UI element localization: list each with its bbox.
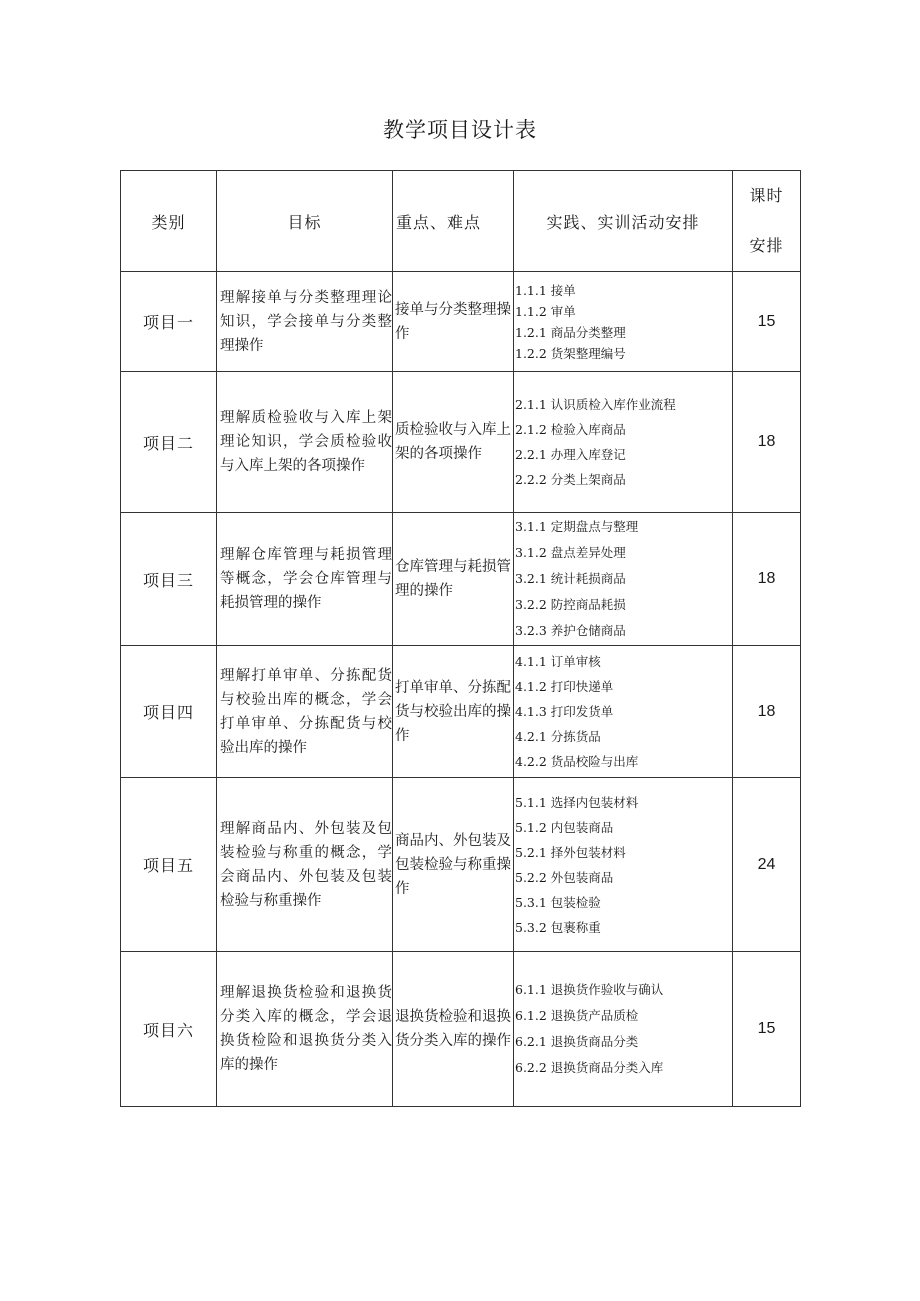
activity-item: 4.1.2 打印快递单	[515, 679, 614, 694]
activity-item: 5.3.2 包裹称重	[515, 919, 601, 935]
row-hours: 18	[733, 513, 801, 646]
table-header-row	[121, 171, 801, 272]
row-activities	[514, 372, 733, 513]
activity-item: 4.1.1 订单审核	[515, 654, 601, 669]
activity-item: 2.2.2 分类上架商品	[515, 472, 626, 487]
row-goal: 理解质检验收与入库上架理论知识，学会质检验收与入库上架的各项操作	[217, 372, 393, 513]
activity-item: 6.1.1 退换货作验收与确认	[515, 982, 664, 997]
activity-item: 6.2.2 退换货商品分类入库	[515, 1060, 664, 1075]
row-hours: 15	[733, 272, 801, 372]
activity-item: 3.1.1 定期盘点与整理	[515, 519, 639, 534]
row-goal: 理解打单审单、分拣配货与校验出库的概念，学会打单审单、分拣配货与校验出库的操作	[217, 646, 393, 778]
row-key: 商品内、外包装及包装检验与称重操作	[393, 778, 514, 952]
activity-item: 2.1.2 检验入库商品	[515, 422, 626, 437]
header-hours-line2: 安排	[749, 236, 784, 255]
header-hours	[733, 171, 801, 272]
row-category: 项目二	[121, 372, 217, 513]
activity-item: 5.1.2 内包装商品	[515, 819, 614, 835]
activity-item: 4.2.1 分拣货品	[515, 729, 601, 744]
row-category: 项目四	[121, 646, 217, 778]
row-hours: 15	[733, 952, 801, 1107]
activity-item: 1.1.2 审单	[515, 303, 576, 319]
activity-item: 4.2.2 货品校险与出库	[515, 754, 639, 769]
activity-item: 6.2.1 退换货商品分类	[515, 1034, 639, 1049]
row-key: 仓库管理与耗损管理的操作	[393, 513, 514, 646]
row-key: 质检验收与入库上架的各项操作	[393, 372, 514, 513]
row-activities	[514, 646, 733, 778]
row-goal: 理解接单与分类整理理论知识，学会接单与分类整理操作	[217, 272, 393, 372]
activity-item: 3.2.3 养护仓储商品	[515, 623, 626, 638]
page-title: 教学项目设计表	[383, 118, 537, 142]
row-hours: 18	[733, 372, 801, 513]
row-goal: 理解商品内、外包装及包装检验与称重的概念，学会商品内、外包装及包装检验与称重操作	[217, 778, 393, 952]
header-hours-line1: 课时	[749, 186, 784, 205]
table-row	[121, 272, 801, 372]
row-goal: 理解退换货检验和退换货分类入库的概念，学会退换货检险和退换货分类入库的操作	[217, 952, 393, 1107]
project-design-table	[120, 170, 801, 1107]
row-activities	[514, 778, 733, 952]
table-row	[121, 513, 801, 646]
activity-item: 3.1.2 盘点差异处理	[515, 545, 626, 560]
activity-item: 5.3.1 包装检验	[515, 894, 601, 910]
row-hours: 18	[733, 646, 801, 778]
row-activities	[514, 952, 733, 1107]
activity-item: 1.2.2 货架整理编号	[515, 345, 626, 361]
table-row	[121, 372, 801, 513]
row-category: 项目三	[121, 513, 217, 646]
row-activities	[514, 272, 733, 372]
row-category: 项目一	[121, 272, 217, 372]
row-key: 打单审单、分拣配货与校验出库的操作	[393, 646, 514, 778]
activity-item: 1.1.1 接单	[515, 282, 576, 298]
row-category: 项目六	[121, 952, 217, 1107]
row-activities	[514, 513, 733, 646]
activity-item: 5.1.1 选择内包装材料	[515, 794, 639, 810]
activity-item: 5.2.2 外包装商品	[515, 869, 614, 885]
activity-item: 3.2.2 防控商品耗损	[515, 597, 626, 612]
table-row	[121, 952, 801, 1107]
header-goal: 目标	[217, 171, 393, 272]
row-category: 项目五	[121, 778, 217, 952]
activity-item: 1.2.1 商品分类整理	[515, 324, 626, 340]
row-hours: 24	[733, 778, 801, 952]
table-row	[121, 646, 801, 778]
header-activities: 实践、实训活动安排	[514, 171, 733, 272]
table-row	[121, 778, 801, 952]
row-goal: 理解仓库管理与耗损管理等概念，学会仓库管理与耗损管理的操作	[217, 513, 393, 646]
activity-item: 2.1.1 认识质检入库作业流程	[515, 397, 676, 412]
header-key: 重点、难点	[393, 171, 514, 272]
activity-item: 3.2.1 统计耗损商品	[515, 571, 626, 586]
activity-item: 4.1.3 打印发货单	[515, 704, 614, 719]
activity-item: 5.2.1 择外包装材料	[515, 844, 626, 860]
row-key: 接单与分类整理操作	[393, 272, 514, 372]
row-key: 退换货检验和退换货分类入库的操作	[393, 952, 514, 1107]
activity-item: 2.2.1 办理入库登记	[515, 447, 626, 462]
header-category: 类别	[121, 171, 217, 272]
activity-item: 6.1.2 退换货产品质检	[515, 1008, 639, 1023]
